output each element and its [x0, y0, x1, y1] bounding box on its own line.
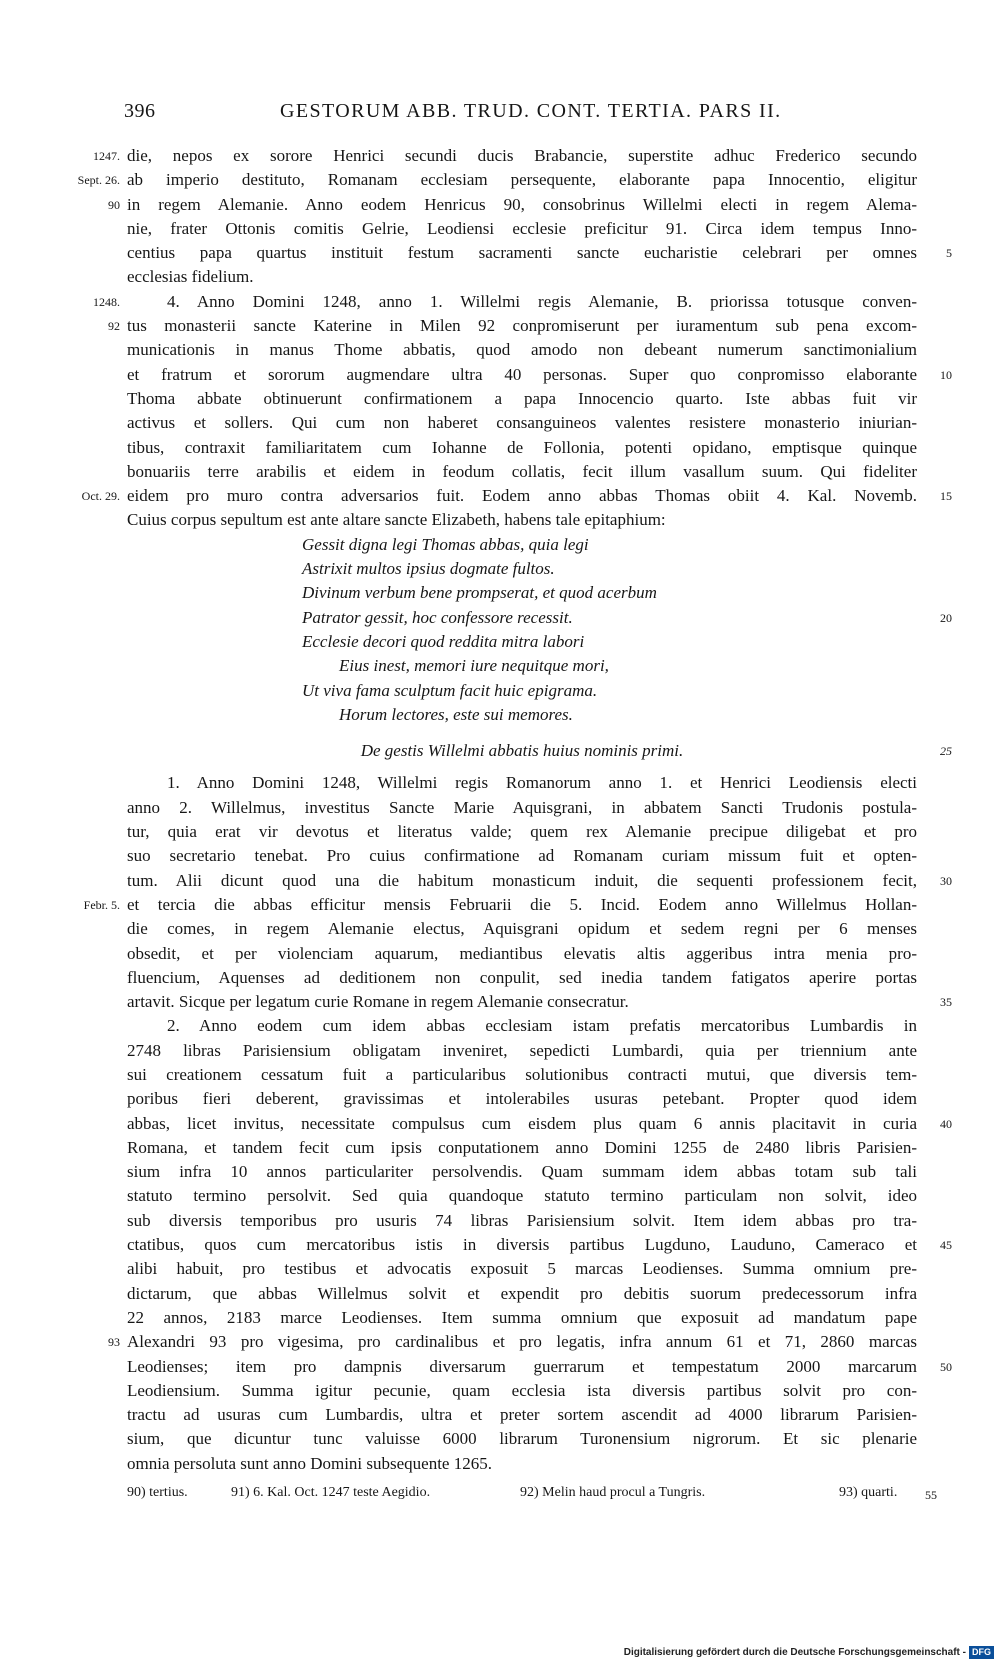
line-text: et fratrum et sororum augmendare ultra 40 personas. Super quo conpromisso elaborante — [127, 364, 917, 384]
text-line — [127, 1452, 917, 1476]
line-text: fluencium, Aquenses ad deditionem non conpulit, sed inedia tandem fatigatos aperire portas — [127, 967, 917, 987]
page-header — [0, 100, 1000, 130]
line-number: 40 — [940, 1116, 952, 1131]
verse-line — [127, 679, 917, 703]
line-text: die, nepos ex sorore Henrici secundi ducis Brabancie, superstite adhuc Frederico secundo — [127, 146, 917, 165]
line-text: statuto termino persolvit. Sed quia quandoque statuto termino particulam non solvit, ideo — [127, 1186, 917, 1206]
text-line — [127, 1427, 917, 1451]
text-line — [127, 771, 917, 795]
line-number: 50 — [940, 1359, 952, 1374]
line-number: 45 — [940, 1238, 952, 1253]
verse-text: Astrixit multos ipsius dogmate fultos. — [302, 559, 555, 579]
text-line — [127, 917, 917, 941]
line-text: sui creationem cessatum fuit a particularibus solutionibus contracti mutui, que diversis tem- — [127, 1064, 917, 1084]
verse-line — [127, 606, 952, 630]
line-text: tur, quia erat vir devotus et literatus valde; quem rex Alemanie precipue diligebat et pro — [127, 822, 917, 842]
line-text: sium, que dicuntur tunc valuisse 6000 librarum Turonensium nigrorum. Et sic plenarie — [127, 1429, 917, 1449]
line-text: tus monasterii sancte Katerine in Milen 92 conpromiserunt per iuramentum sub pena excom- — [127, 316, 917, 336]
line-text: Leodiensium. Summa igitur pecunie, quam ecclesia ista diversis partibus solvit pro con- — [127, 1380, 917, 1400]
text-line — [83, 893, 917, 917]
line-text: obsedit, et per violenciam aquarum, mediantibus elevatis altis aggeribus intra menia pro- — [127, 943, 917, 963]
margin-note-left: 93 — [108, 1335, 120, 1350]
footnote-line-number: 55 — [925, 1488, 937, 1502]
line-text: centius papa quartus instituit festum sacramenti sancte eucharistie celebrari per omnes — [127, 243, 917, 263]
text-line — [127, 1087, 917, 1111]
text-line — [127, 460, 917, 484]
verse-text: Eius inest, memori iure nequitque mori, — [339, 656, 609, 676]
margin-note-left: Sept. 26. — [77, 173, 120, 188]
footnote-93: 93) quarti. — [839, 1485, 898, 1500]
line-text: Romana, et tandem fecit cum ipsis conputationem anno Domini 1255 de 2480 libris Parisien- — [127, 1137, 917, 1157]
text-line — [127, 1282, 917, 1306]
text-line — [127, 1063, 917, 1087]
line-text: suo secretario tenebat. Pro cuius confirmatione ad Romanam curiam missum fuit et opten- — [127, 846, 917, 866]
text-line — [127, 966, 917, 990]
margin-note-left: 1247. — [93, 149, 120, 163]
text-line — [127, 411, 917, 435]
text-line — [127, 1355, 952, 1379]
text-line — [127, 1379, 917, 1403]
text-line — [81, 484, 952, 508]
margin-note-left: 90 — [108, 197, 120, 212]
text-line — [77, 168, 917, 192]
line-number: 30 — [940, 873, 952, 888]
text-line — [127, 1112, 952, 1136]
spacer-line — [127, 763, 917, 771]
verse-line — [127, 557, 917, 581]
verse-text: Horum lectores, este sui memores. — [339, 704, 573, 724]
footnote-92: 92) Melin haud procul a Tungris. — [520, 1485, 706, 1500]
line-text: 1. Anno Domini 1248, Willelmi regis Romanorum anno 1. et Henrici Leodiensis electi — [167, 773, 917, 793]
margin-note-left: 1248. — [93, 294, 120, 309]
line-text: et tercia die abbas efficitur mensis Februarii die 5. Incid. Eodem anno Willelmus Hollan- — [127, 894, 917, 914]
text-line — [108, 193, 917, 217]
line-text: poribus fieri deberent, gravissimas et intolerabiles usuras petebant. Propter quod idem — [127, 1089, 917, 1109]
text-line — [127, 1209, 917, 1233]
line-text: De gestis Willelmi abbatis huius nominis primi. — [360, 741, 684, 761]
line-text: ecclesias fidelium. — [127, 267, 254, 287]
running-title: GESTORUM ABB. TRUD. CONT. TERTIA. PARS II. — [280, 100, 782, 122]
main-text — [77, 144, 952, 1476]
verse-text: Patrator gessit, hoc confessore recessit. — [302, 607, 573, 627]
text-line — [93, 290, 917, 314]
verse-line — [127, 630, 917, 654]
margin-note-left: 92 — [108, 319, 120, 334]
text-line — [127, 990, 952, 1014]
line-number: 10 — [940, 367, 952, 382]
line-text: in regem Alemanie. Anno eodem Henricus 90, consobrinus Willelmi electi in regem Alema- — [127, 194, 917, 214]
line-number: 35 — [940, 995, 952, 1010]
text-line — [127, 942, 917, 966]
text-line — [127, 1403, 917, 1427]
verse-text: Ecclesie decori quod reddita mitra labori — [302, 631, 585, 651]
text-line — [127, 1257, 917, 1281]
line-text: Cuius corpus sepultum est ante altare sancte Elizabeth, habens tale epitaphium: — [127, 510, 666, 530]
verse-line — [127, 533, 917, 557]
text-line — [127, 241, 952, 265]
text-line — [127, 265, 917, 289]
verse-line — [127, 703, 917, 727]
page-number: 396 — [124, 100, 156, 122]
line-text: abbas, licet invitus, necessitate compulsus cum eisdem plus quam 6 annis placitavit in curia — [127, 1113, 917, 1133]
line-text: ab imperio destituto, Romanam ecclesiam persequente, elaborante papa Innocentio, eligitur — [127, 170, 917, 190]
text-line — [127, 844, 917, 868]
text-line — [127, 508, 917, 532]
line-number: 25 — [940, 744, 952, 759]
text-line — [127, 217, 917, 241]
line-text: Thoma abbate obtinuerunt confirmationem a papa Innocencio quarto. Iste abbas fuit vir — [127, 388, 917, 408]
text-line — [127, 387, 917, 411]
text-line — [127, 1014, 917, 1038]
section-heading — [127, 739, 952, 763]
line-text: Alexandri 93 pro vigesima, pro cardinalibus et pro legatis, infra annum 61 et 71, 2860 marcas — [127, 1332, 917, 1352]
verse-line — [127, 581, 917, 605]
footer — [624, 1644, 994, 1660]
text-line — [127, 338, 917, 362]
verse-text: Ut viva fama sculptum facit huic epigrama. — [302, 680, 598, 700]
line-number: 20 — [940, 610, 952, 625]
line-text: 22 annos, 2183 marce Leodienses. Item summa omnium que exposuit ad mandatum pape — [127, 1307, 917, 1327]
text-line — [127, 1136, 917, 1160]
verse-line — [127, 654, 917, 678]
line-text: sub diversis temporibus pro usuris 74 libras Parisiensium solvit. Item idem abbas pro tra- — [127, 1210, 917, 1230]
line-number: 15 — [940, 489, 952, 504]
line-text: tum. Alii dicunt quod una die habitum monasticum induit, die sequenti professionem fecit, — [127, 870, 917, 890]
margin-note-left: Febr. 5. — [83, 897, 120, 912]
line-text: 2. Anno eodem cum idem abbas ecclesiam istam prefatis mercatoribus Lumbardis in — [167, 1016, 917, 1036]
text-line — [93, 144, 917, 168]
footnote-90: 90) tertius. — [127, 1485, 188, 1500]
text-line — [127, 363, 952, 387]
line-text: die comes, in regem Alemanie electus, Aquisgrani opidum et sedem regni per 6 menses — [127, 919, 917, 939]
line-text: artavit. Sicque per legatum curie Romane in regem Alemanie consecratur. — [127, 992, 629, 1012]
spacer-line — [127, 727, 917, 739]
text-line — [108, 1330, 917, 1354]
text-line — [127, 1306, 917, 1330]
line-text: omnia persoluta sunt anno Domini subsequente 1265. — [127, 1453, 492, 1473]
verse-text: Gessit digna legi Thomas abbas, quia legi — [302, 534, 589, 554]
line-text: 4. Anno Domini 1248, anno 1. Willelmi regis Alemanie, B. priorissa totusque conven- — [167, 291, 917, 311]
line-text: activus et sollers. Qui cum non haberet consanguineos valentes resistere monasterio iniurian- — [127, 413, 917, 433]
footer-credit: Digitalisierung gefördert durch die Deutsche Forschungsgemeinschaft - — [623, 1646, 966, 1658]
line-text: nie, frater Ottonis comitis Gelrie, Leodiensi ecclesie preficitur 91. Circa idem tempus Inno- — [127, 218, 917, 238]
text-line — [127, 869, 952, 893]
footnotes — [127, 1485, 937, 1507]
line-number: 5 — [946, 246, 952, 261]
text-line — [108, 314, 917, 338]
line-text: 2748 libras Parisiensium obligatam inveniret, sepedicti Lumbardi, quia per triennium ante — [127, 1040, 917, 1060]
text-line — [127, 1160, 917, 1184]
text-line — [127, 436, 917, 460]
text-line — [127, 1184, 917, 1208]
line-text: dictarum, que abbas Willelmus solvit et expendit pro debitis suorum predecessorum infra — [127, 1283, 917, 1303]
line-text: tractu ad usuras cum Lumbardis, ultra et preter sortem ascendit ad 4000 librarum Parisien- — [127, 1405, 917, 1425]
line-text: Leodienses; item pro dampnis diversarum guerrarum et tempestatum 2000 marcarum — [127, 1356, 917, 1376]
text-line — [127, 796, 917, 820]
line-text: tibus, contraxit familiaritatem cum Iohanne de Follonia, potenti opidano, emptisque quinque — [127, 437, 917, 457]
text-line — [127, 820, 917, 844]
line-text: eidem pro muro contra adversarios fuit. Eodem anno abbas Thomas obiit 4. Kal. Novemb. — [127, 486, 917, 506]
line-text: alibi habuit, pro testibus et advocatis exposuit 5 marcas Leodienses. Summa omnium pre- — [127, 1259, 917, 1279]
line-text: ctatibus, quos cum mercatoribus istis in diversis partibus Lugduno, Lauduno, Cameraco et — [127, 1235, 917, 1255]
line-text: bonuariis terre arabilis et eidem in feodum collatis, fecit illum vasallum suum. Qui fideliter — [127, 461, 917, 481]
line-text: municationis in manus Thome abbatis, quod amodo non debeant numerum sanctimonialium — [127, 340, 917, 360]
verse-text: Divinum verbum bene prompserat, et quod acerbum — [302, 583, 657, 603]
footnote-91: 91) 6. Kal. Oct. 1247 teste Aegidio. — [231, 1485, 431, 1500]
text-line — [127, 1039, 917, 1063]
line-text: anno 2. Willelmus, investitus Sancte Marie Aquisgrani, in abbatem Sancti Trudonis postula- — [127, 797, 917, 817]
margin-note-left: Oct. 29. — [81, 489, 120, 504]
line-text: sium infra 10 annos particulariter persolvendis. Quam summam idem abbas totam sub tali — [127, 1162, 917, 1182]
dfg-logo: DFG — [969, 1646, 994, 1659]
text-line — [127, 1233, 952, 1257]
